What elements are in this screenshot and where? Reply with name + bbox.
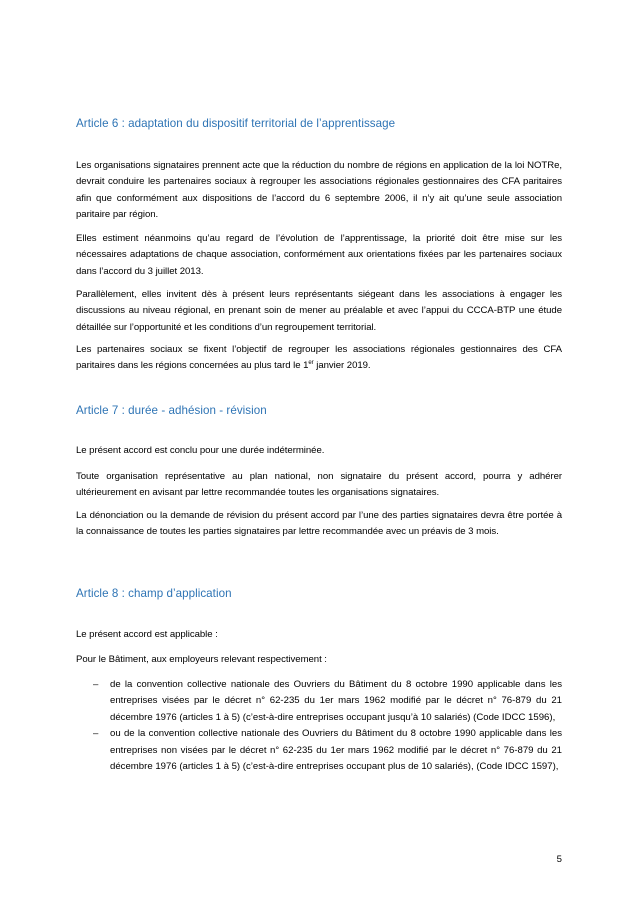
article-6-paragraph-4-end: janvier 2019. — [313, 360, 371, 372]
superscript-er: er — [308, 360, 314, 367]
article-7-heading: Article 7 : durée - adhésion - révision — [76, 404, 267, 417]
article-8-heading: Article 8 : champ d’application — [76, 587, 232, 600]
list-item-text: ou de la convention collective nationale des Ouvriers du Bâtiment du 8 octobre 1990 applicable dans les entreprises non visées par le décret n° 62-235 du 1er mars 1962 modifié par le décret n° 76-879 du 21 décembre 1976 (articles 1 à 5) (c’est-à-dire entreprises occupant plus de 10 salariés), (Code IDCC 1597), — [110, 728, 562, 773]
list-item-text: de la convention collective nationale des Ouvriers du Bâtiment du 8 octobre 1990 applicable dans les entreprises visées par le décret n° 62-235 du 1er mars 1962 modifié par le décret n° 76-879 du 21 décembre 1976 (articles 1 à 5) (c’est-à-dire entreprises occupant jusqu’à 10 salariés) (Code IDCC 1596), — [110, 679, 562, 723]
dash-bullet: – — [93, 728, 99, 740]
article-6-paragraph-1: Les organisations signataires prennent acte que la réduction du nombre de régions en application de la loi NOTRe, devrait conduire les partenaires sociaux à regrouper les associations régionales gestionnaires des CFA paritaires afin que conformément aux dispositions de l’accord du 6 septembre 2006, il n’y ait qu’une seule association paritaire par région. — [76, 160, 562, 221]
article-6-paragraph-3: Parallèlement, elles invitent dès à présent leurs représentants siégeant dans les associations à engager les discussions au niveau régional, en prenant soin de mener au préalable et avec l’appui du CCCA-BTP une étude détaillée sur l’opportunité et les conditions d’un regroupement territorial. — [76, 289, 562, 333]
article-7-paragraph-2: Toute organisation représentative au plan national, non signataire du présent accord, pourra y adhérer ultérieurement en avisant par lettre recommandée toutes les organisations signataires. — [76, 471, 562, 499]
page-number: 5 — [556, 854, 562, 865]
list-item — [76, 726, 562, 775]
document-page — [76, 0, 562, 903]
article-6-paragraph-4-text: Les partenaires sociaux se fixent l’objectif de regrouper les associations régionales gestionnaires des CFA paritaires dans les régions concernées au plus tard le 1 — [76, 344, 562, 372]
application-scope-list — [76, 677, 562, 775]
article-8-paragraph-2: Pour le Bâtiment, aux employeurs relevant respectivement : — [76, 654, 327, 665]
article-6-paragraph-2: Elles estiment néanmoins qu’au regard de l’évolution de l’apprentissage, la priorité doit être mise sur les nécessaires adaptations de chaque association, conformément aux orientations fixées par les partenaires sociaux dans l’accord du 3 juillet 2013. — [76, 233, 562, 277]
article-7-paragraph-3: La dénonciation ou la demande de révision du présent accord par l’une des parties signataires devra être portée à la connaissance de toutes les parties signataires par lettre recommandée avec un préavis de 3 mois. — [76, 510, 562, 538]
list-item — [76, 677, 562, 726]
article-6-paragraph-4 — [76, 342, 562, 375]
article-6-heading: Article 6 : adaptation du dispositif territorial de l’apprentissage — [76, 117, 396, 130]
dash-bullet: – — [93, 679, 99, 690]
article-7-paragraph-1: Le présent accord est conclu pour une durée indéterminée. — [76, 445, 325, 456]
article-8-paragraph-1: Le présent accord est applicable : — [76, 629, 218, 640]
